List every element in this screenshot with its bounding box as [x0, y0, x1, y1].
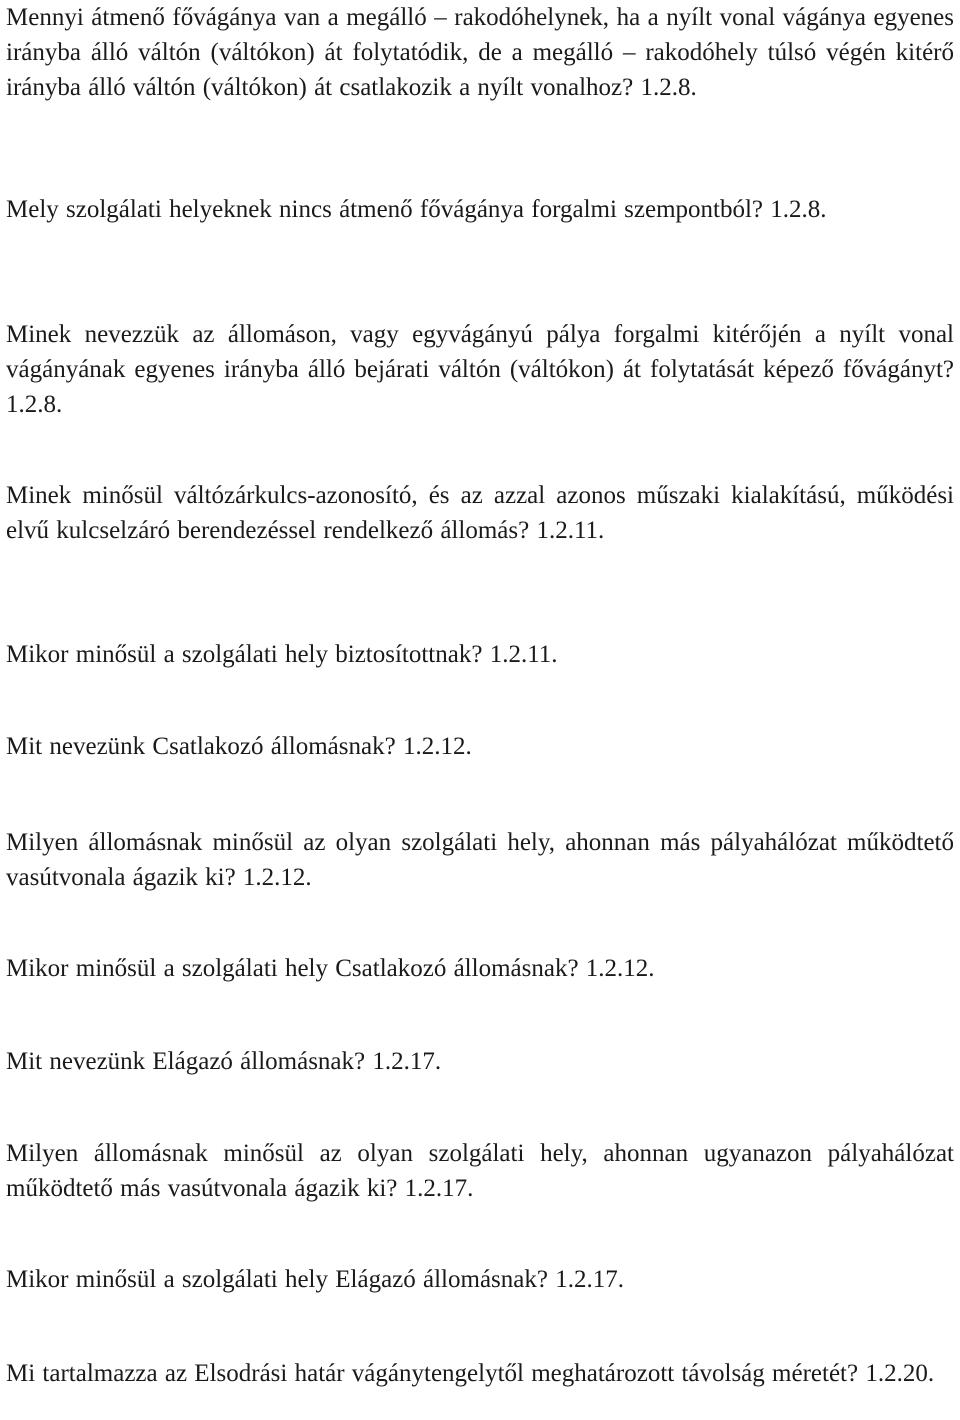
question-8: Mikor minősül a szolgálati hely Csatlakozó állomásnak? 1.2.12.: [6, 955, 655, 982]
question-10: Milyen állomásnak minősül az olyan szolgálati hely, ahonnan ugyanazon pályahálózat működtető más vasútvonala ágazik ki? 1.2.17.: [6, 1140, 954, 1202]
question-12: Mi tartalmazza az Elsodrási határ vágánytengelytől meghatározott távolság méretét? 1.2.20.: [6, 1360, 935, 1387]
question-7: Milyen állomásnak minősül az olyan szolgálati hely, ahonnan más pályahálózat működtető vasútvonala ágazik ki? 1.2.12.: [6, 829, 954, 891]
question-2: Mely szolgálati helyeknek nincs átmenő fővágánya forgalmi szempontból? 1.2.8.: [6, 196, 827, 223]
question-11: Mikor minősül a szolgálati hely Elágazó állomásnak? 1.2.17.: [6, 1266, 624, 1293]
question-5: Mikor minősül a szolgálati hely biztosítottnak? 1.2.11.: [6, 641, 558, 668]
question-3: Minek nevezzük az állomáson, vagy egyvágányú pálya forgalmi kitérőjén a nyílt vonal vágányának egyenes irányba álló bejárati váltón (váltókon) át folytatását képező fővágányt? 1.2.8.: [6, 321, 954, 418]
question-6: Mit nevezünk Csatlakozó állomásnak? 1.2.12.: [6, 733, 472, 760]
question-9: Mit nevezünk Elágazó állomásnak? 1.2.17.: [6, 1048, 442, 1075]
question-4: Minek minősül váltózárkulcs-azonosító, és az azzal azonos műszaki kialakítású, működési elvű kulcselzáró berendezéssel rendelkező állomás? 1.2.11.: [6, 482, 954, 544]
question-1: Mennyi átmenő fővágánya van a megálló – rakodóhelynek, ha a nyílt vonal vágánya egyenes irányba álló váltón (váltókon) át folytatódik, de a megálló – rakodóhely túlsó végén kitérő irányba álló váltón (váltókon) át csatlakozik a nyílt vonalhoz? 1.2.8.: [6, 4, 954, 101]
